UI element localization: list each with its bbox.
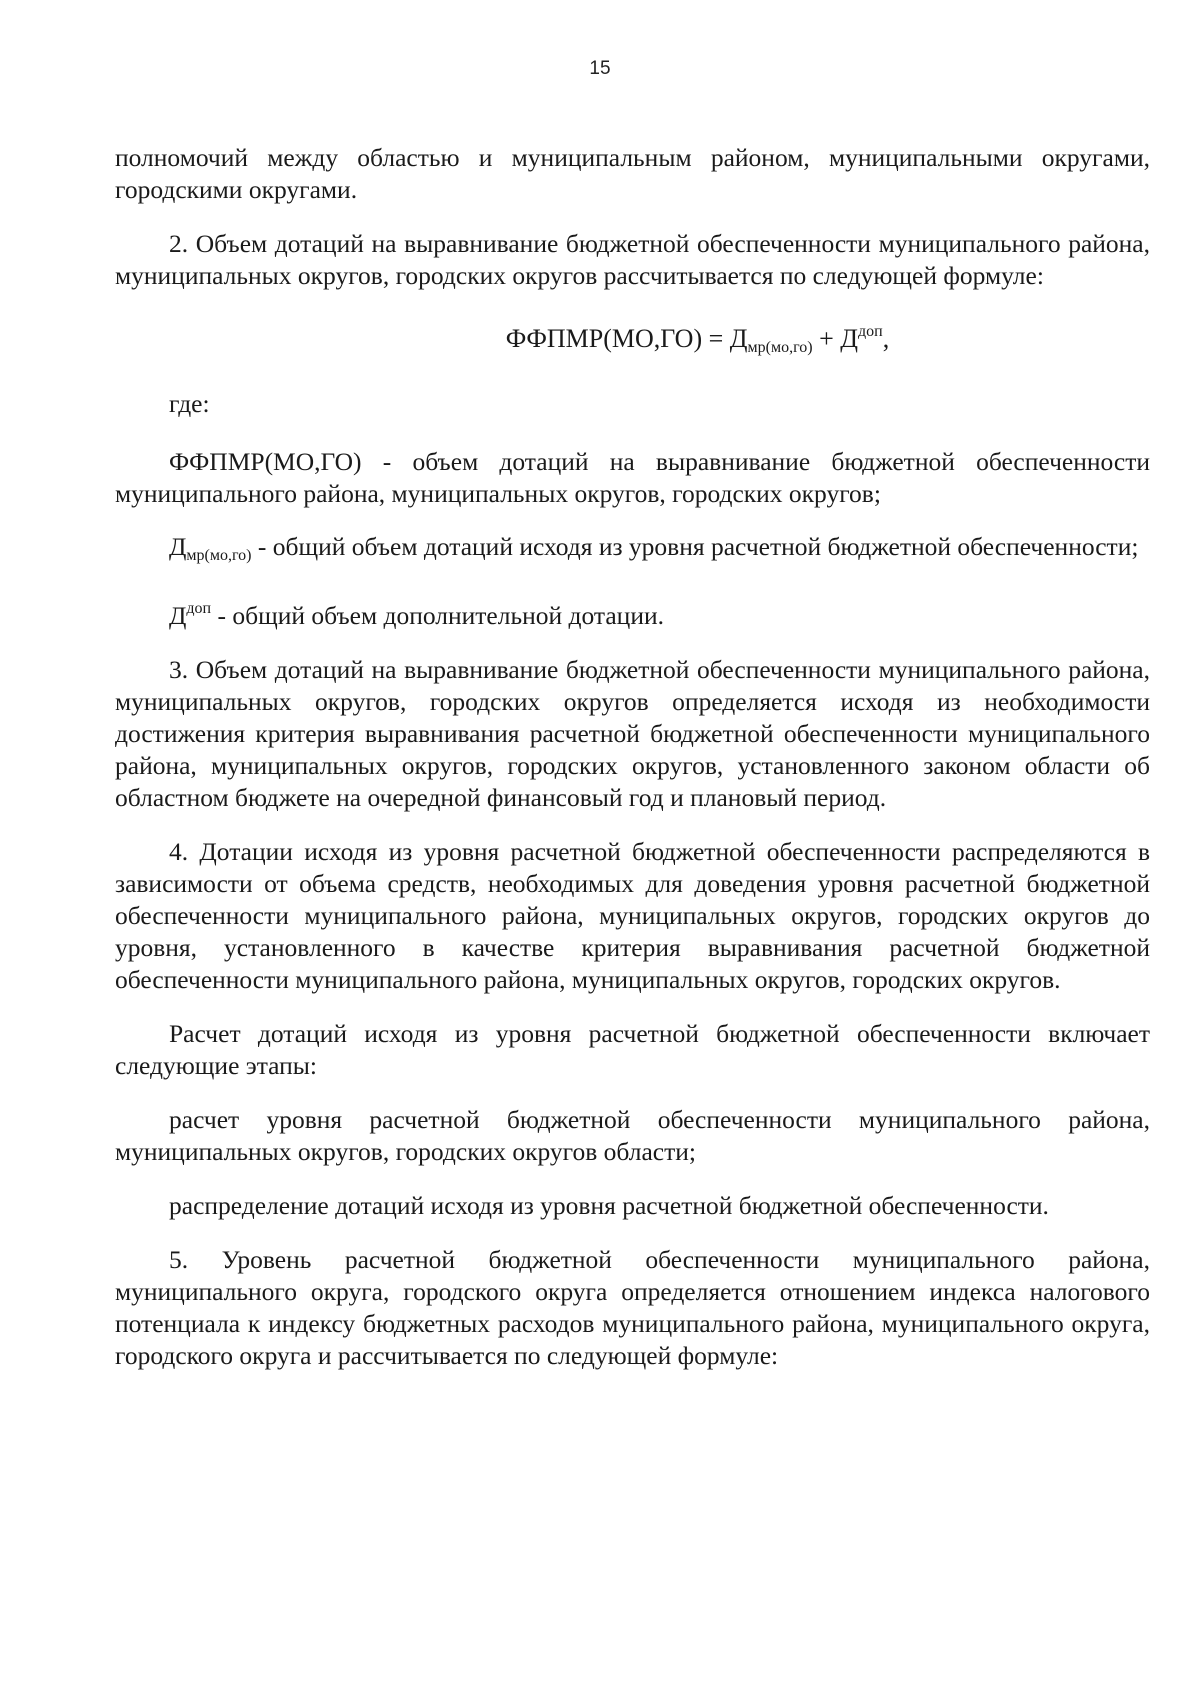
symbol-d: Д bbox=[169, 532, 187, 561]
paragraph-step-1: расчет уровня расчетной бюджетной обеспеченности муниципального района, муниципальных округов, городских округов области; bbox=[115, 1105, 1150, 1166]
symbol-superscript: доп bbox=[186, 600, 212, 617]
definition-ddop-text: - общий объем дополнительной дотации. bbox=[211, 601, 664, 630]
formula-subscript: мр(мо,го) bbox=[747, 339, 813, 356]
paragraph-calculation: Расчет дотаций исходя из уровня расчетной бюджетной обеспеченности включает следующие этапы: bbox=[115, 1019, 1150, 1080]
definition-dmr-text: - общий объем дотаций исходя из уровня расчетной бюджетной обеспеченности; bbox=[251, 532, 1139, 561]
formula-lhs: ФФПМР(МО,ГО) = Д bbox=[505, 324, 748, 353]
paragraph-intro: полномочий между областью и муниципальным районом, муниципальными округами, городскими округами. bbox=[115, 143, 1150, 204]
symbol-subscript: мр(мо,го) bbox=[186, 547, 252, 564]
paragraph-3: 3. Объем дотаций на выравнивание бюджетной обеспеченности муниципального района, муниципальных округов, городских округов определяется исходя из необходимости достижения критерия выравнивания расчетной бюджетной обеспеченности муниципального района, муниципальных округов, городских округов, установленного законом области об областном бюджете на очередной финансовый год и плановый период. bbox=[115, 655, 1150, 812]
paragraph-4: 4. Дотации исходя из уровня расчетной бюджетной обеспеченности распределяются в зависимости от объема средств, необходимых для доведения уровня расчетной бюджетной обеспеченности муниципального района, муниципальных округов, городских округов до уровня, установленного в качестве критерия выравнивания расчетной бюджетной обеспеченности муниципального района, муниципальных округов, городских округов. bbox=[115, 837, 1150, 994]
document-body bbox=[115, 142, 1150, 1391]
page-number: 15 bbox=[589, 58, 611, 79]
where-label: где: bbox=[169, 389, 210, 418]
paragraph-5: 5. Уровень расчетной бюджетной обеспеченности муниципального района, муниципального округа, городского округа определяется отношением индекса налогового потенциала к индексу бюджетных расходов муниципального района, муниципального округа, городского округа и рассчитывается по следующей формуле: bbox=[115, 1245, 1150, 1370]
definition-ddop bbox=[115, 593, 1150, 632]
symbol-d: Д bbox=[169, 601, 187, 630]
formula-superscript: доп bbox=[858, 323, 883, 340]
paragraph-step-2: распределение дотаций исходя из уровня расчетной бюджетной обеспеченности. bbox=[169, 1191, 1049, 1220]
paragraph-2: 2. Объем дотаций на выравнивание бюджетной обеспеченности муниципального района, муниципальных округов, городских округов рассчитывается по следующей формуле: bbox=[115, 229, 1150, 290]
definition-dmr-symbol bbox=[169, 532, 252, 564]
definition-ddop-symbol bbox=[169, 601, 211, 630]
formula-tail: , bbox=[882, 324, 890, 353]
formula-plus: + Д bbox=[812, 324, 858, 353]
definition-dmr bbox=[115, 531, 1150, 572]
formula-ffpmr bbox=[115, 316, 1150, 364]
definition-ffpmr: ФФПМР(МО,ГО) - объем дотаций на выравнивание бюджетной обеспеченности муниципального района, муниципальных округов, городских округов; bbox=[115, 447, 1150, 508]
